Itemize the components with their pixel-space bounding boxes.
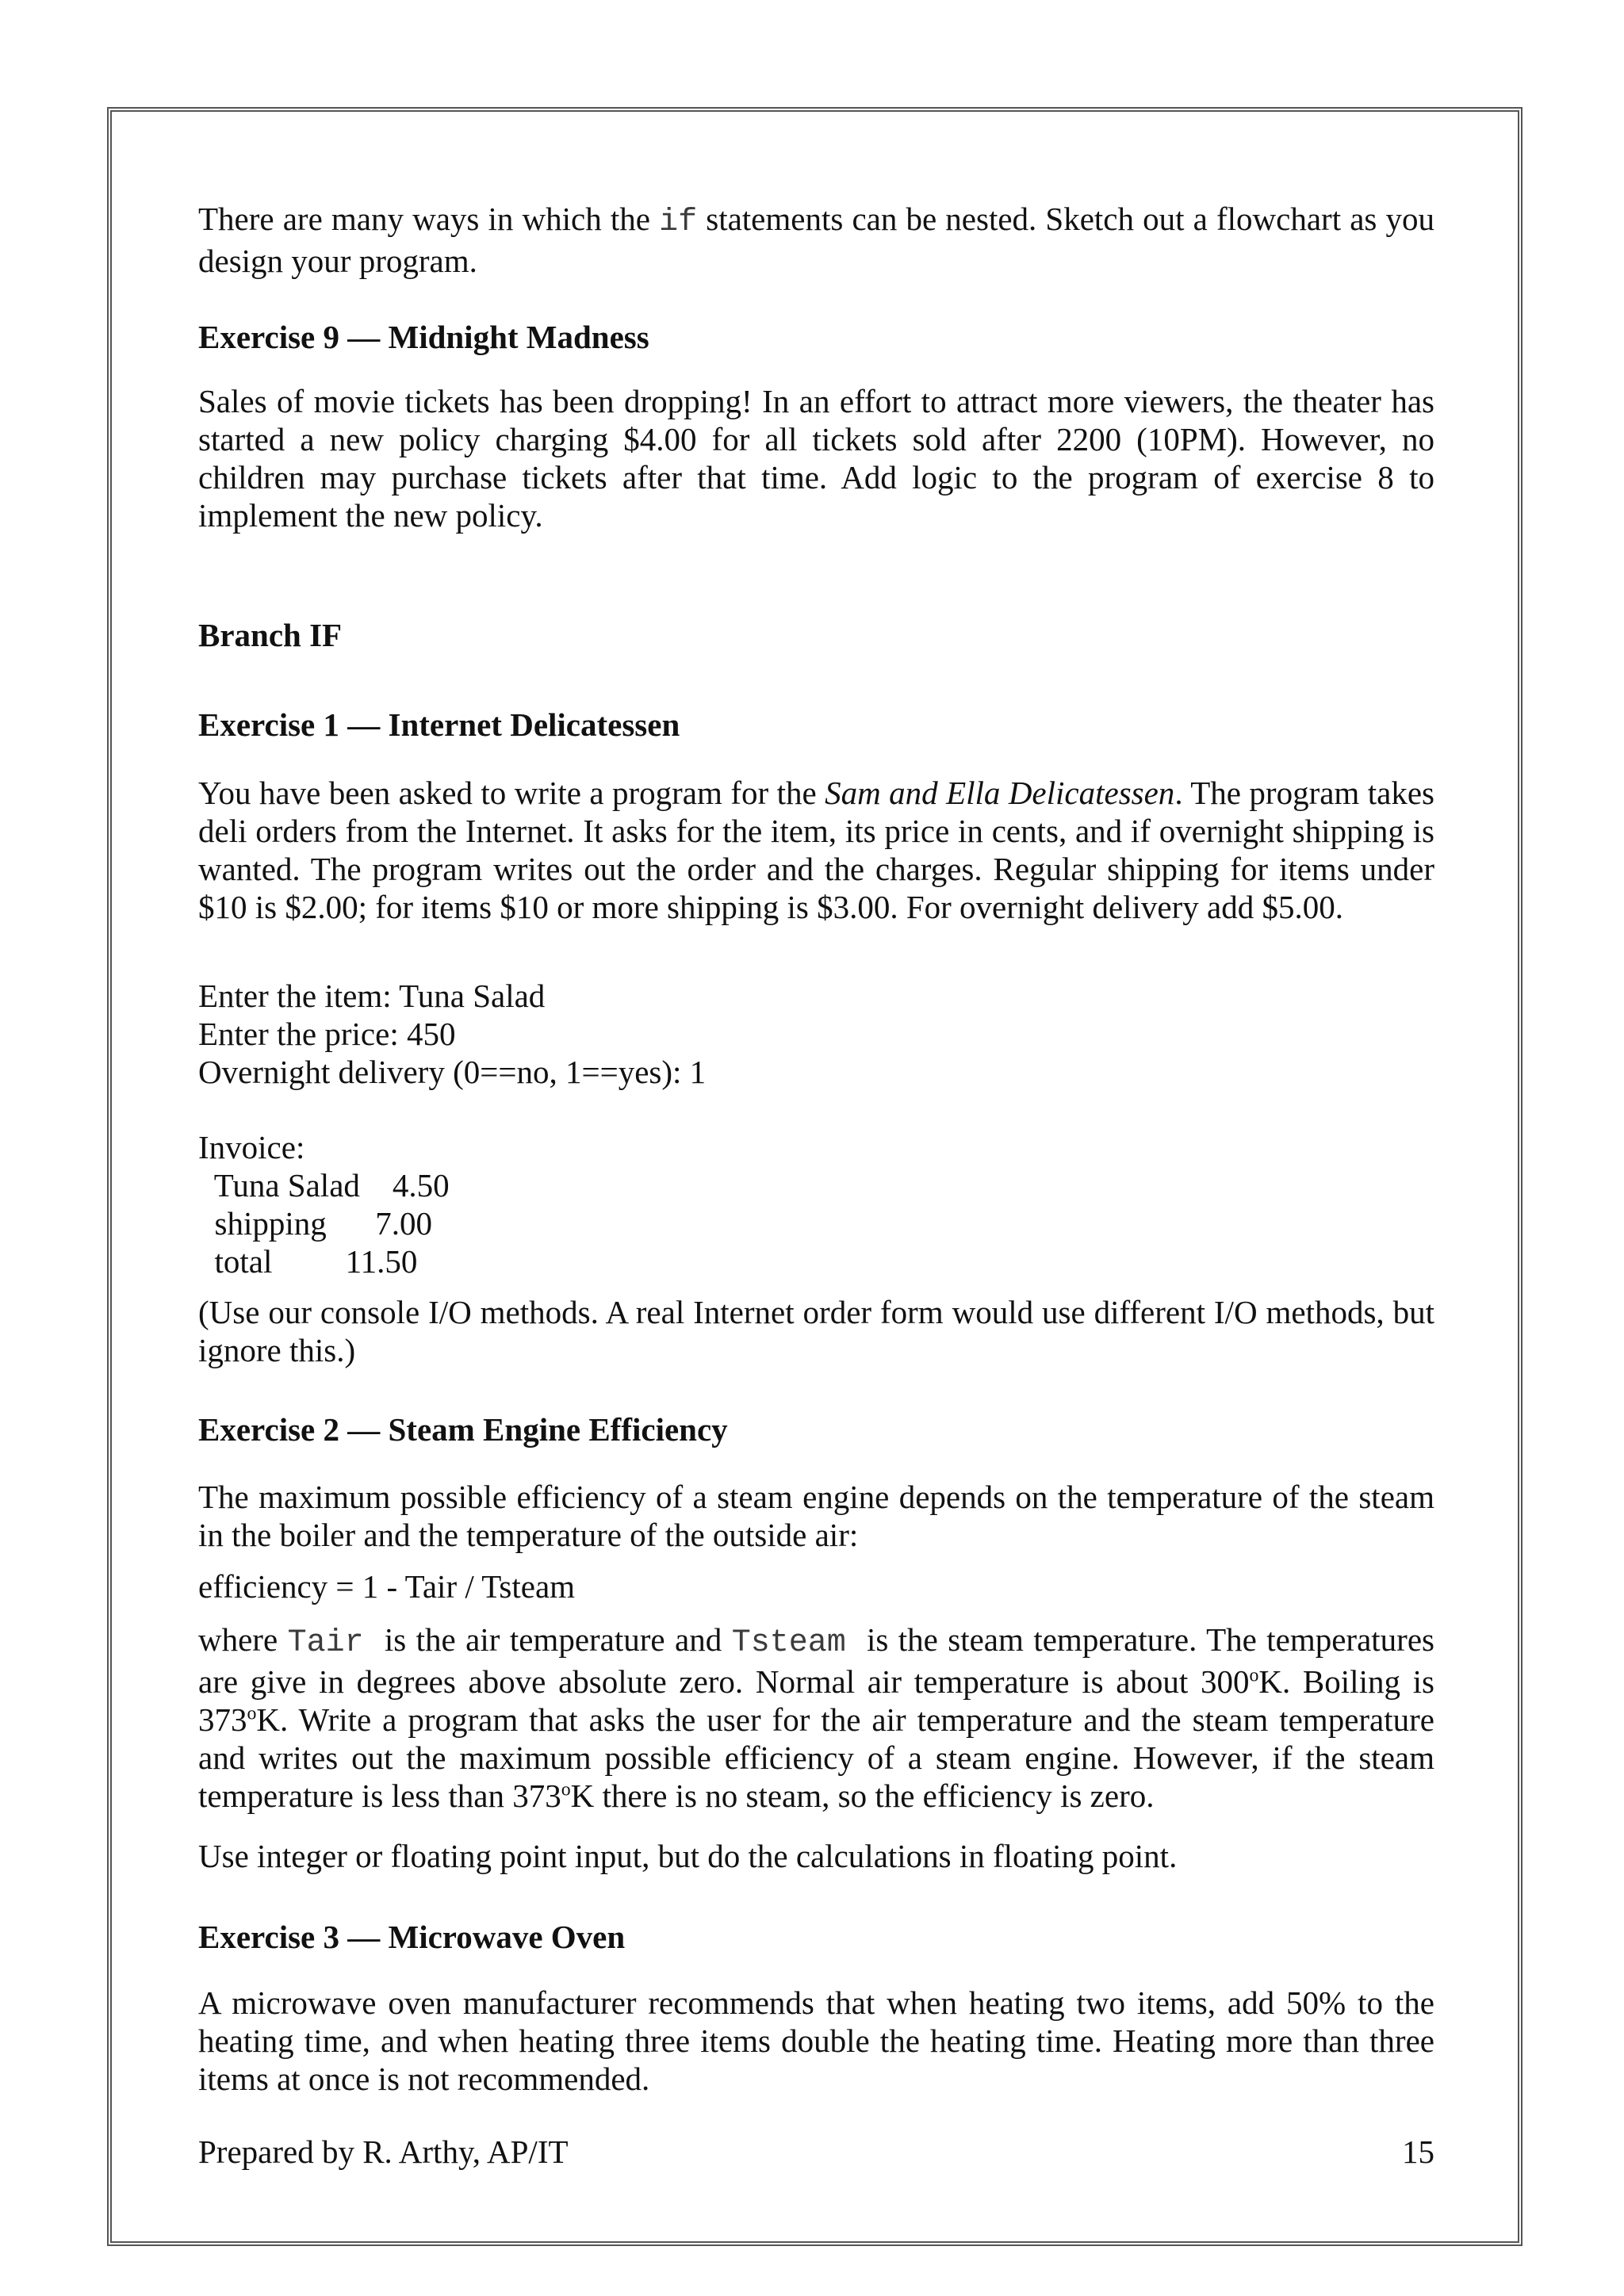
efficiency-formula: efficiency = 1 - Tair / Tsteam <box>198 1568 576 1605</box>
exercise-1-note: (Use our console I/O methods. A real Internet order form would use different I/O methods, but ignore this.) <box>198 1294 1434 1368</box>
exercise-9-body: Sales of movie tickets has been dropping! In an effort to attract more viewers, the theater has started a new policy charging $4.00 for all tickets sold after 2200 (10PM). However, no children may purchase tickets after that time. Add logic to the program of exercise 8 to implement the new policy. <box>198 383 1434 534</box>
intro-text-after: statements can be nested. Sketch out a flowchart as you design your program. <box>198 201 1434 279</box>
degree-superscript: o <box>1249 1665 1259 1686</box>
section-heading-branch-if: Branch IF <box>198 617 343 653</box>
exercise-1-heading: Exercise 1 — Internet Delicatessen <box>198 706 680 743</box>
deli-name-italic: Sam and Ella Delicatessen <box>825 775 1175 811</box>
exercise-2-note: Use integer or floating point input, but do the calculations in floating point. <box>198 1838 1178 1874</box>
sample-input-line: Enter the price: 450 <box>198 1016 456 1052</box>
intro-paragraph <box>198 200 1434 280</box>
sample-input-line: Enter the item: Tuna Salad <box>198 978 546 1014</box>
page-footer <box>198 2133 1434 2171</box>
exercise-3-heading: Exercise 3 — Microwave Oven <box>198 1919 626 1955</box>
sample-input-line: Overnight delivery (0==no, 1==yes): 1 <box>198 1054 707 1090</box>
invoice-line: Tuna Salad 4.50 <box>198 1167 450 1203</box>
tsteam-code: Tsteam <box>731 1625 867 1661</box>
exercise-2-explanation <box>198 1621 1434 1815</box>
invoice-line: total 11.50 <box>198 1243 418 1280</box>
tair-code: Tair <box>287 1625 385 1661</box>
exercise-1-body <box>198 774 1434 926</box>
page-number: 15 <box>1402 2133 1434 2170</box>
degree-superscript: o <box>247 1703 257 1724</box>
exercise-1-body-before: You have been asked to write a program for the <box>198 775 825 811</box>
exercise-2-body: The maximum possible efficiency of a steam engine depends on the temperature of the steam in the boiler and the temperature of the outside air: <box>198 1479 1434 1553</box>
explanation-text: is the air temperature and <box>384 1621 732 1658</box>
exercise-1-body-after: . The program takes deli orders from the Internet. It asks for the item, its price in cents, and if overnight shipping is wanted. The program writes out the order and the charges. Regular shipping for items under $10 is $2.00; for items $10 or more shipping is $3.00. For overnight delivery add $5.00. <box>198 775 1434 925</box>
explanation-text: is the steam temperature. The temperatures are give in degrees above absolute zero. Normal air temperature is about 300 <box>198 1621 1434 1700</box>
if-keyword-code: if <box>659 205 698 240</box>
explanation-text: K. Boiling is 373 <box>198 1663 1434 1738</box>
invoice-line: shipping 7.00 <box>198 1205 432 1242</box>
exercise-3-body: A microwave oven manufacturer recommends that when heating two items, add 50% to the heating time, and when heating three items double the heating time. Heating more than three items at once is not recommended. <box>198 1984 1434 2097</box>
degree-superscript: o <box>561 1779 571 1800</box>
explanation-text: where <box>198 1621 288 1658</box>
exercise-9-heading: Exercise 9 — Midnight Madness <box>198 319 649 355</box>
exercise-2-heading: Exercise 2 — Steam Engine Efficiency <box>198 1411 728 1448</box>
invoice-block <box>198 1128 1434 1280</box>
sample-input-block <box>198 977 1434 1091</box>
explanation-text: K. Write a program that asks the user for the air temperature and the steam temperature and writes out the maximum possible efficiency of a steam engine. However, if the steam temperature is less than 373 <box>198 1701 1434 1814</box>
footer-author: Prepared by R. Arthy, AP/IT <box>198 2133 569 2170</box>
intro-text-before: There are many ways in which the <box>198 201 660 237</box>
explanation-text: K there is no steam, so the efficiency is zero. <box>570 1777 1155 1814</box>
invoice-label: Invoice: <box>198 1129 305 1165</box>
